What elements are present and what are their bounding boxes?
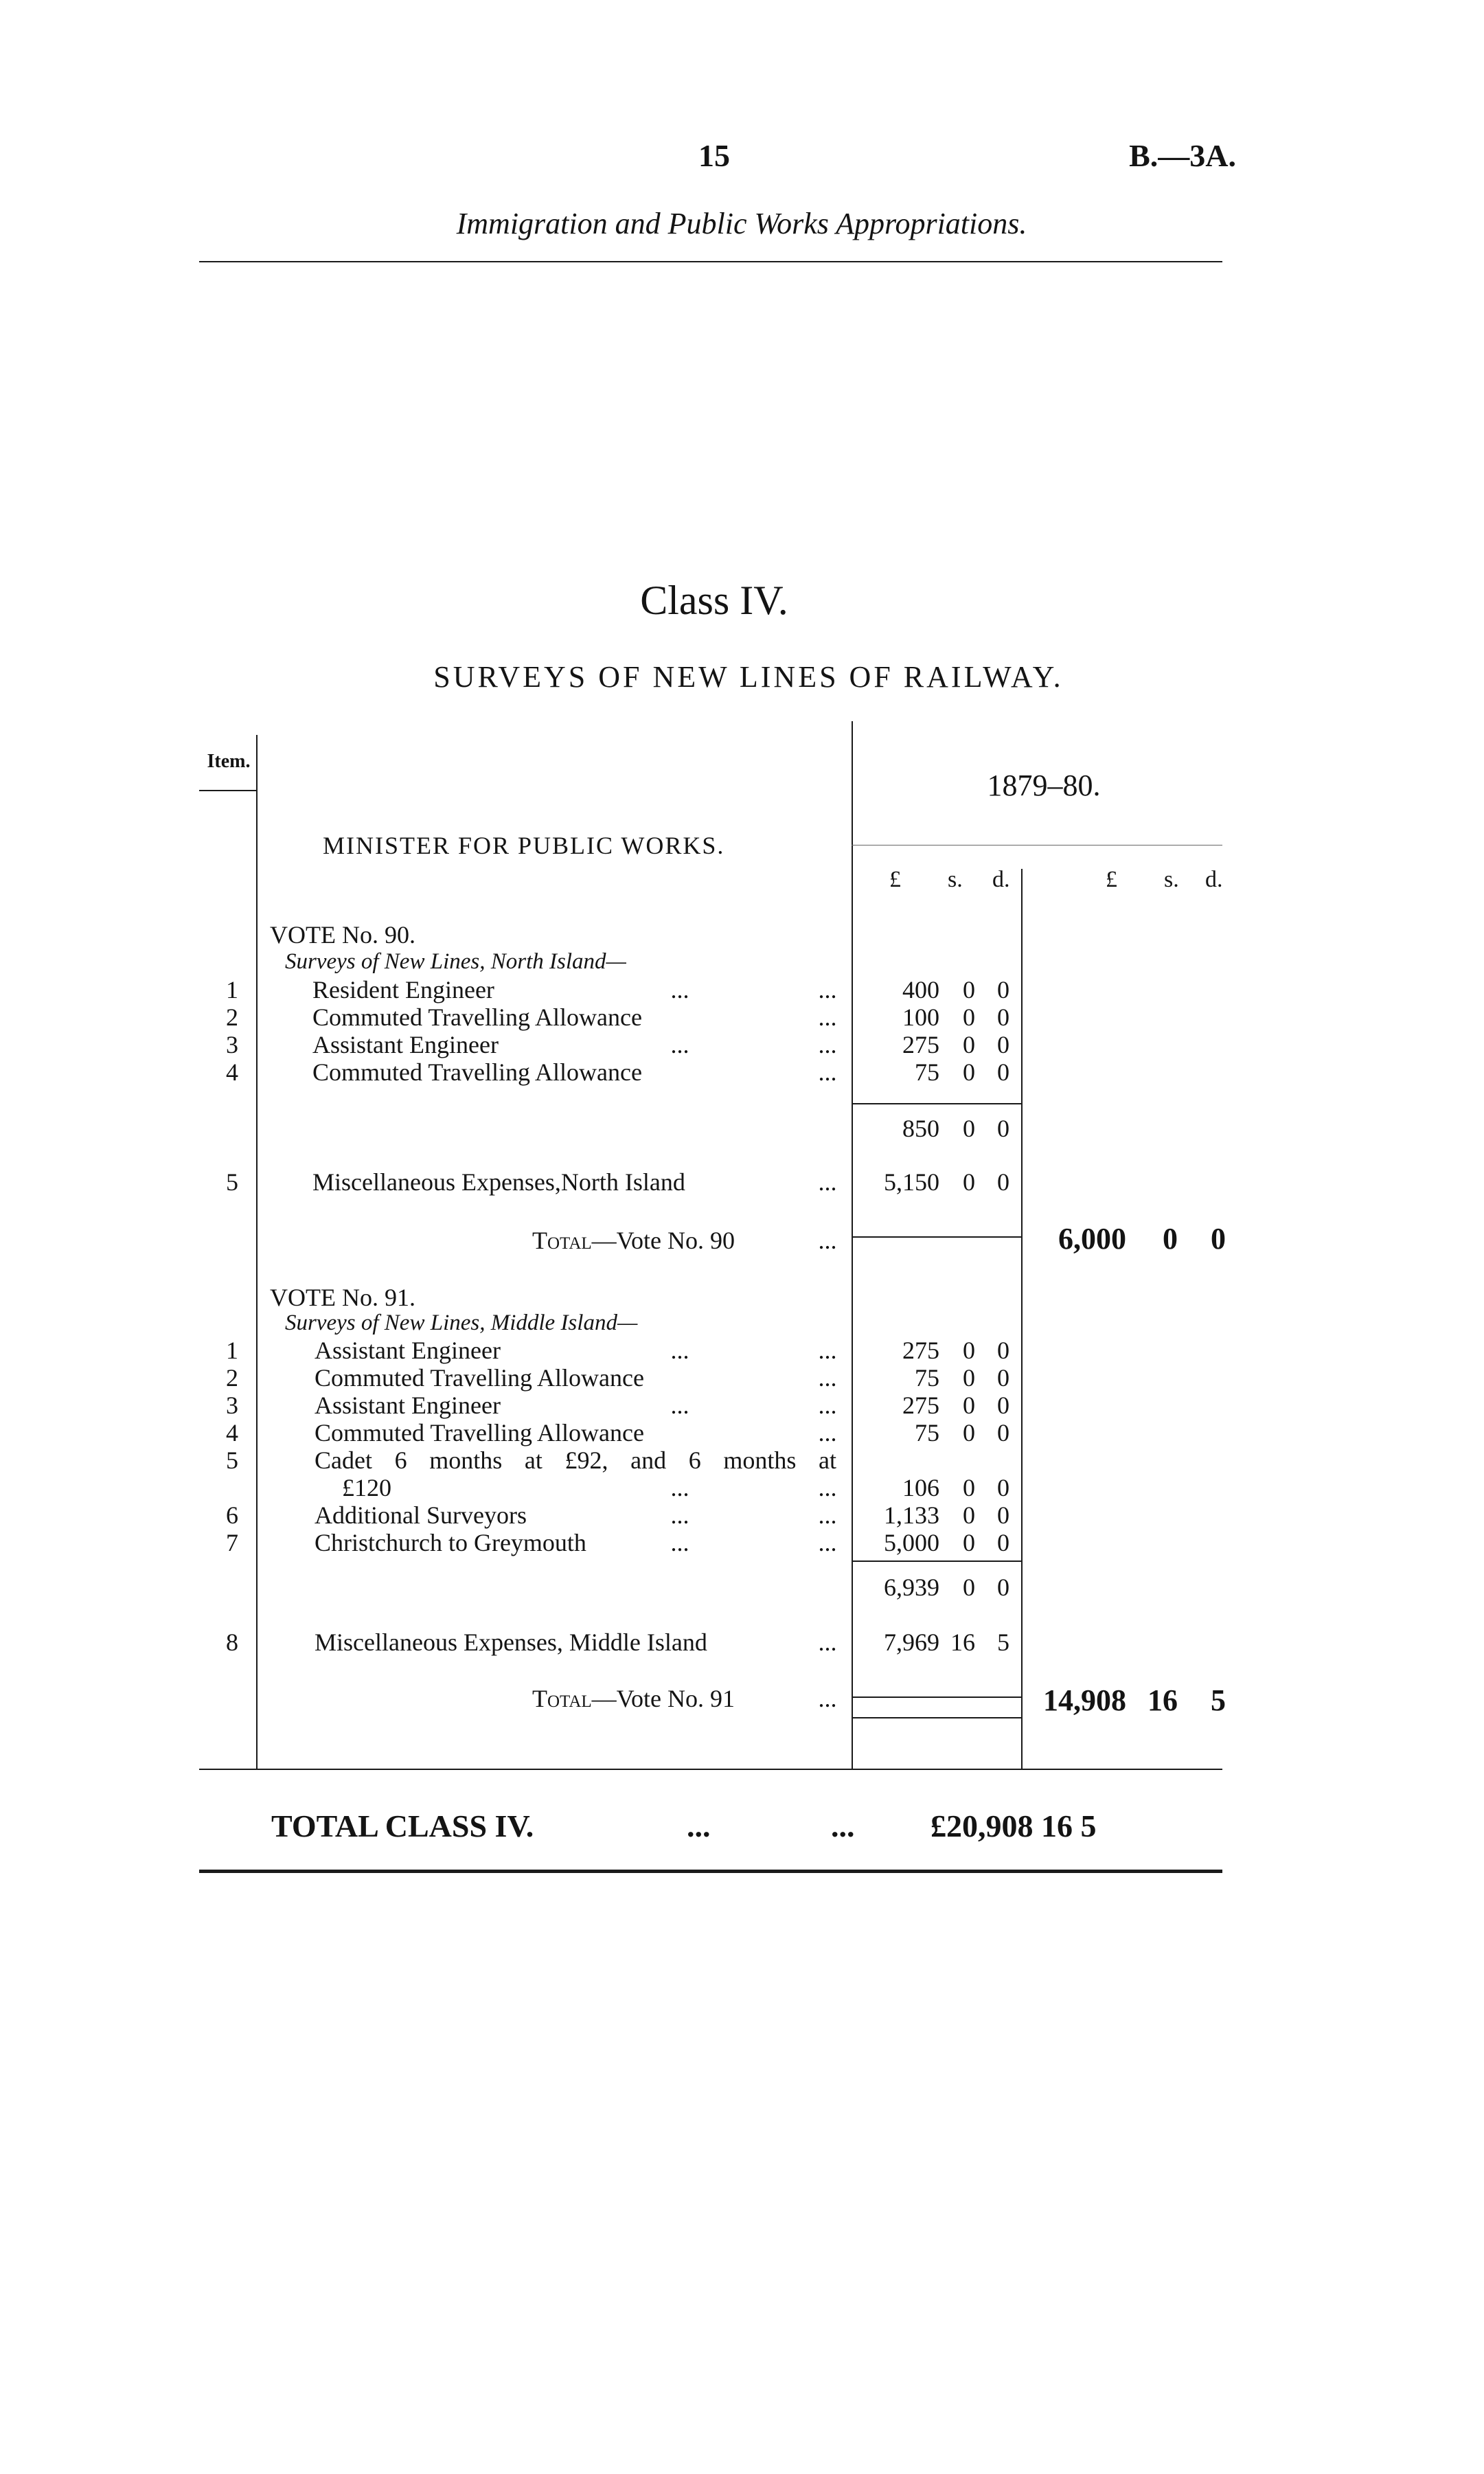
item-column-rule xyxy=(256,735,258,1769)
amount-shillings: 0 xyxy=(963,1474,975,1501)
amount-pounds: 106 xyxy=(902,1474,939,1501)
vote-91-subtotal-pounds: 6,939 xyxy=(884,1574,939,1601)
subamount-column-rule xyxy=(1021,869,1023,1769)
year-header-underline xyxy=(852,845,1222,846)
vote-91-item-number: 2 xyxy=(226,1364,238,1392)
leader-dots: ... xyxy=(818,1168,837,1196)
item-column-header: Item. xyxy=(207,751,251,772)
vote-91-item-label: Cadet 6 months at £92, and 6 months at xyxy=(315,1446,836,1474)
leader-dots: ... xyxy=(670,1529,689,1556)
total-prefix: Total xyxy=(532,1685,592,1712)
vote-91-misc-item-number: 8 xyxy=(226,1628,238,1656)
header-rule xyxy=(199,261,1222,262)
vote-91-item-number: 3 xyxy=(226,1392,238,1419)
section-title: SURVEYS OF NEW LINES OF RAILWAY. xyxy=(433,660,1064,694)
vote-90-total-label xyxy=(532,1226,735,1255)
leader-dots: ... xyxy=(818,1501,837,1529)
amount-pounds: 75 xyxy=(915,1364,939,1392)
vote-90-item-label: Commuted Travelling Allowance xyxy=(312,1003,642,1031)
class-heading: Class IV. xyxy=(640,578,788,623)
leader-dots: ... xyxy=(670,1474,689,1501)
amount-shillings: 0 xyxy=(963,1529,975,1556)
closing-rule xyxy=(199,1870,1222,1873)
minister-heading: MINISTER FOR PUBLIC WORKS. xyxy=(323,832,725,859)
amount-pounds: 5,000 xyxy=(884,1529,939,1556)
subtotal-rule xyxy=(852,1561,1021,1562)
leader-dots: ... xyxy=(818,1474,837,1501)
amount-pence: 0 xyxy=(997,1337,1009,1364)
table-bottom-rule xyxy=(199,1769,1222,1770)
amount-shillings: 0 xyxy=(963,1031,975,1058)
amount-pence: 0 xyxy=(997,1501,1009,1529)
amount-shillings: 0 xyxy=(963,1419,975,1446)
leader-dots: ... xyxy=(818,1031,837,1058)
unit-pounds-total: £ xyxy=(1106,867,1117,892)
leader-dots: ... xyxy=(818,1337,837,1364)
amount-pence: 0 xyxy=(997,1419,1009,1446)
vote-90-misc-item-number: 5 xyxy=(226,1168,238,1196)
amount-pounds: 400 xyxy=(902,976,939,1003)
amount-pence: 0 xyxy=(997,1474,1009,1501)
leader-dots: ... xyxy=(818,1364,837,1392)
vote-90-item-number: 4 xyxy=(226,1058,238,1086)
vote-90-subtotal-pence: 0 xyxy=(997,1115,1009,1142)
vote-91-item-label: Assistant Engineer xyxy=(315,1392,501,1419)
vote-91-subtotal-pence: 0 xyxy=(997,1574,1009,1601)
leader-dots: ... xyxy=(818,1058,837,1086)
vote-91-item-number: 7 xyxy=(226,1529,238,1556)
leader-dots: ... xyxy=(818,1628,837,1656)
vote-91-item-number: 5 xyxy=(226,1446,238,1474)
vote-90-subtitle: Surveys of New Lines, North Island— xyxy=(285,949,626,974)
amount-pence: 0 xyxy=(997,1058,1009,1086)
vote-91-item-label: Additional Surveyors xyxy=(315,1501,527,1529)
vote-90-misc-pence: 0 xyxy=(997,1168,1009,1196)
year-header: 1879–80. xyxy=(987,769,1101,802)
leader-dots: ... xyxy=(818,976,837,1003)
leader-dots: ... xyxy=(670,1337,689,1364)
vote-90-total-pounds: 6,000 xyxy=(1058,1222,1126,1256)
vote-91-item-label: Commuted Travelling Allowance xyxy=(315,1419,644,1446)
vote-91-total-pence: 5 xyxy=(1211,1683,1226,1717)
vote-total-rule xyxy=(852,1696,1021,1698)
leader-dots: ... xyxy=(831,1808,855,1843)
total-suffix: —Vote No. 90 xyxy=(591,1227,735,1254)
amount-pounds: 275 xyxy=(902,1031,939,1058)
vote-91-misc-pounds: 7,969 xyxy=(884,1628,939,1656)
vote-91-misc-shillings: 16 xyxy=(950,1628,975,1656)
amount-pounds: 75 xyxy=(915,1058,939,1086)
leader-dots: ... xyxy=(818,1392,837,1419)
amount-pounds: 1,133 xyxy=(884,1501,939,1529)
leader-dots: ... xyxy=(818,1419,837,1446)
vote-90-item-label: Assistant Engineer xyxy=(312,1031,499,1058)
vote-91-item-label: Commuted Travelling Allowance xyxy=(315,1364,644,1392)
amount-shillings: 0 xyxy=(963,1364,975,1392)
amount-shillings: 0 xyxy=(963,1337,975,1364)
amount-shillings: 0 xyxy=(963,976,975,1003)
vote-91-item-number: 6 xyxy=(226,1501,238,1529)
running-title: Immigration and Public Works Appropriations. xyxy=(456,207,1027,240)
amount-shillings: 0 xyxy=(963,1501,975,1529)
amount-pence: 0 xyxy=(997,1529,1009,1556)
description-column-rule xyxy=(852,721,853,1769)
unit-pence: d. xyxy=(992,867,1010,892)
vote-90-item-number: 2 xyxy=(226,1003,238,1031)
vote-91-subtotal-shillings: 0 xyxy=(963,1574,975,1601)
total-suffix: —Vote No. 91 xyxy=(591,1685,735,1712)
vote-90-misc-pounds: 5,150 xyxy=(884,1168,939,1196)
item-header-underline xyxy=(199,790,256,791)
vote-91-misc-label: Miscellaneous Expenses, Middle Island xyxy=(315,1628,707,1656)
amount-pence: 0 xyxy=(997,1003,1009,1031)
leader-dots: ... xyxy=(670,1501,689,1529)
vote-91-misc-pence: 5 xyxy=(997,1628,1009,1656)
vote-90-misc-shillings: 0 xyxy=(963,1168,975,1196)
page-number: 15 xyxy=(698,138,730,173)
vote-90-total-shillings: 0 xyxy=(1163,1222,1178,1256)
leader-dots: ... xyxy=(687,1808,711,1843)
vote-90-item-number: 3 xyxy=(226,1031,238,1058)
amount-pence: 0 xyxy=(997,1364,1009,1392)
leader-dots: ... xyxy=(670,1031,689,1058)
unit-pence-total: d. xyxy=(1205,867,1223,892)
amount-pence: 0 xyxy=(997,976,1009,1003)
vote-91-total-label xyxy=(532,1684,735,1713)
vote-91-total-pounds: 14,908 xyxy=(1043,1683,1126,1717)
vote-total-rule xyxy=(852,1236,1021,1238)
vote-90-title: VOTE No. 90. xyxy=(270,921,415,949)
vote-91-item-number: 4 xyxy=(226,1419,238,1446)
subtotal-rule xyxy=(852,1103,1021,1104)
vote-90-misc-label: Miscellaneous Expenses,North Island xyxy=(312,1168,685,1196)
leader-dots: ... xyxy=(818,1685,837,1712)
amount-pence: 0 xyxy=(997,1031,1009,1058)
vote-90-subtotal-shillings: 0 xyxy=(963,1115,975,1142)
vote-90-subtotal-pounds: 850 xyxy=(902,1115,939,1142)
amount-pounds: 75 xyxy=(915,1419,939,1446)
amount-pounds: 275 xyxy=(902,1392,939,1419)
vote-90-item-label: Commuted Travelling Allowance xyxy=(312,1058,642,1086)
total-class-label: TOTAL CLASS IV. xyxy=(271,1808,534,1843)
amount-pence: 0 xyxy=(997,1392,1009,1419)
vote-91-item-label: Christchurch to Greymouth xyxy=(315,1529,586,1556)
vote-90-item-number: 1 xyxy=(226,976,238,1003)
leader-dots: ... xyxy=(670,976,689,1003)
vote-91-item-number: 1 xyxy=(226,1337,238,1364)
unit-shillings: s. xyxy=(948,867,963,892)
leader-dots: ... xyxy=(670,1392,689,1419)
amount-pounds: 275 xyxy=(902,1337,939,1364)
vote-91-item-label-continued: £120 xyxy=(342,1474,391,1501)
unit-pounds: £ xyxy=(889,867,901,892)
amount-shillings: 0 xyxy=(963,1392,975,1419)
unit-shillings-total: s. xyxy=(1164,867,1179,892)
vote-91-total-shillings: 16 xyxy=(1148,1683,1178,1717)
vote-91-item-label: Assistant Engineer xyxy=(315,1337,501,1364)
total-prefix: Total xyxy=(532,1227,592,1254)
vote-91-title: VOTE No. 91. xyxy=(270,1284,415,1311)
amount-shillings: 0 xyxy=(963,1003,975,1031)
total-class-amount: £20,908 16 5 xyxy=(931,1808,1097,1843)
leader-dots: ... xyxy=(818,1003,837,1031)
amount-shillings: 0 xyxy=(963,1058,975,1086)
amount-pounds: 100 xyxy=(902,1003,939,1031)
vote-total-rule xyxy=(852,1717,1021,1718)
leader-dots: ... xyxy=(818,1529,837,1556)
document-reference: B.—3A. xyxy=(1129,138,1236,173)
vote-90-item-label: Resident Engineer xyxy=(312,976,494,1003)
leader-dots: ... xyxy=(818,1227,837,1254)
vote-90-total-pence: 0 xyxy=(1211,1222,1226,1256)
vote-91-subtitle: Surveys of New Lines, Middle Island— xyxy=(285,1310,638,1335)
